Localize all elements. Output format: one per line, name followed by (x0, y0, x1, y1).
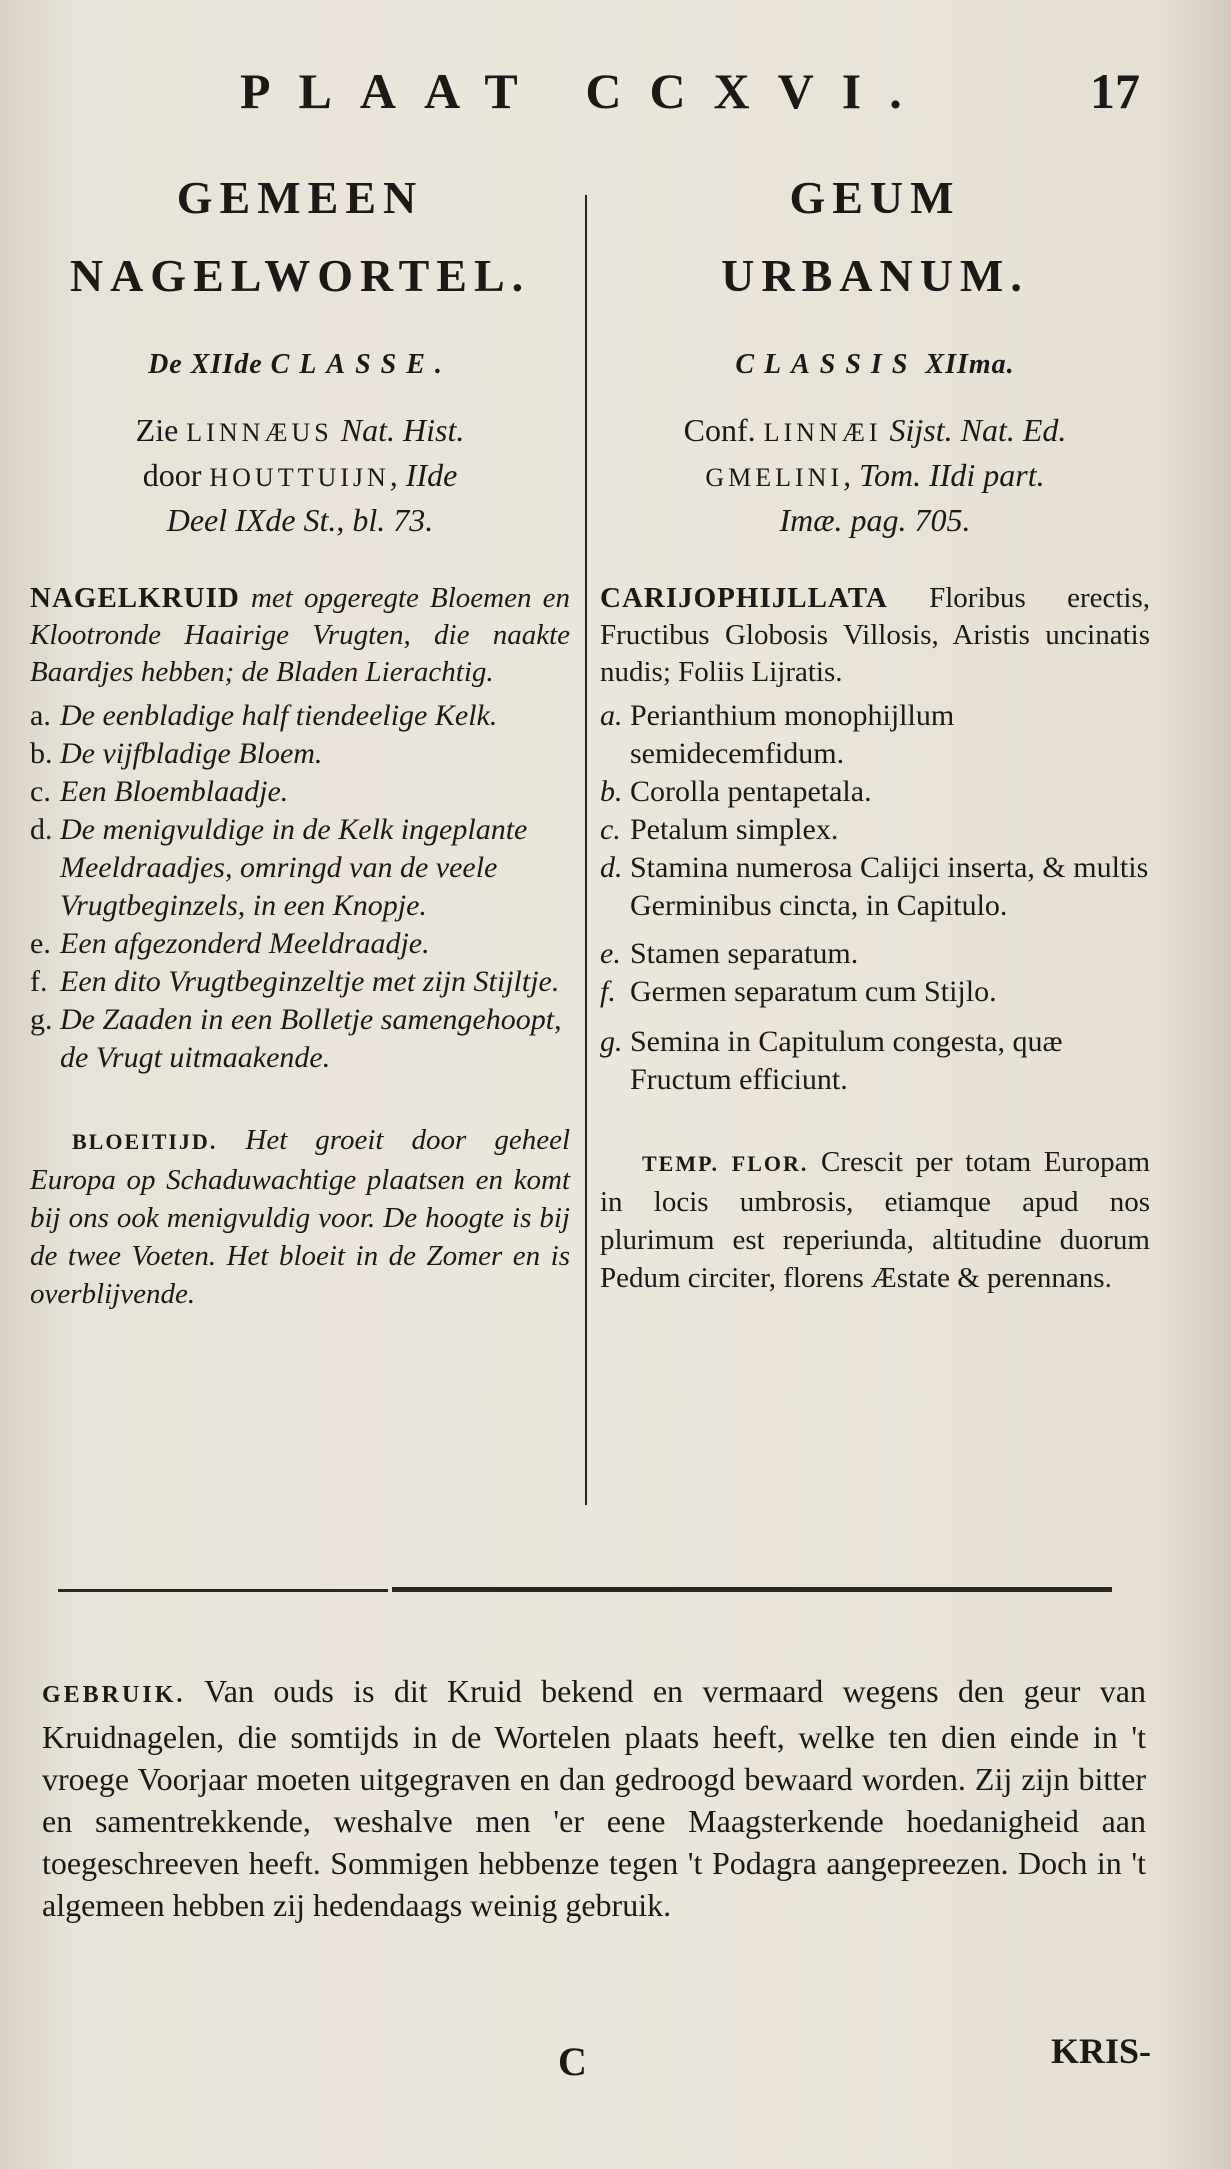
section-rule-right (392, 1587, 1112, 1592)
legend-label: e. (600, 937, 621, 970)
latin-flowering-text: Crescit per totam Europam in locis umbrosis, etiamque apud nos plurimum est reperiunda, altitudine duorum Pedum circiter, florens Æstate & perennans. (600, 1146, 1150, 1294)
dutch-flowering-text: Het groeit door geheel Europa op Schaduwachtige plaatsen en komt bij ons ook menigvuldig voor. De hoogte is bij de twee Voeten. Het bloeit in de Zomer en is overblijvende. (30, 1124, 571, 1310)
latin-legend-item (600, 773, 1150, 811)
dutch-class-line (30, 349, 570, 381)
latin-ref-author: LINNÆI (763, 418, 882, 447)
latin-legend-item (600, 935, 1150, 973)
legend-label: b. (30, 737, 53, 770)
catchword: KRIS- (1050, 2031, 1151, 2071)
legend-label: b. (600, 775, 623, 808)
legend-label: a. (30, 699, 51, 732)
latin-title-line1: GEUM (789, 172, 961, 223)
dutch-class-word: CLASSE. (270, 349, 452, 380)
latin-legend-item (600, 1023, 1150, 1099)
dutch-title-line1: GEMEEN (176, 172, 424, 223)
latin-legend-item (600, 849, 1150, 925)
latin-figure-legend (600, 697, 1150, 1099)
legend-label: g. (600, 1025, 623, 1058)
plate-heading: PLAAT CCXVI. (240, 63, 930, 119)
legend-text: De menigvuldige in de Kelk ingeplante Meeldraadjes, omringd van de veele Vrugtbeginzels, in een Knopje. (60, 813, 528, 922)
dutch-legend-item (30, 925, 570, 963)
dutch-column (30, 165, 570, 1313)
dutch-genus-name: NAGELKRUID (30, 582, 240, 614)
latin-ref-volume: , Tom. IIdi part. (843, 457, 1045, 493)
usage-paragraph (42, 1670, 1146, 1926)
dutch-reference (30, 409, 570, 542)
legend-text: Een afgezonderd Meeldraadje. (60, 927, 430, 960)
dutch-ref-volume: , IIde (389, 457, 458, 493)
dutch-ref-author: LINNÆUS (186, 418, 333, 447)
legend-text: Perianthium monophijllum semidecemfidum. (630, 699, 955, 770)
legend-label: f. (30, 965, 48, 998)
dutch-legend-item (30, 697, 570, 735)
dutch-legend-item (30, 1001, 570, 1077)
latin-legend-item (600, 973, 1150, 1011)
usage-text: Van ouds is dit Kruid bekend en vermaard wegens den geur van Kruidnagelen, die somtijds in de Wortelen plaats heeft, welke ten dien einde in 't vroege Voorjaar moeten uitgegraven en dan gedroogd bewaard worden. Zij zijn bitter en samentrekkende, weshalve men 'er eene Maagsterkende hoedanigheid aan toegeschreeven heeft. Sommigen hebbenze tegen 't Podagra aangepreezen. Doch in 't algemeen hebben zij hedendaags weinig gebruik. (42, 1673, 1147, 1923)
legend-label: d. (600, 851, 623, 884)
latin-legend-item (600, 811, 1150, 849)
dutch-description-text: met opgeregte Bloemen en Klootronde Haairige Vrugten, die naakte Baardjes hebben; de Bladen Lierachtig. (30, 582, 570, 688)
dutch-class-number: De XIIde (148, 349, 263, 380)
dutch-description (30, 580, 570, 691)
legend-label: e. (30, 927, 51, 960)
page-number: 17 (1090, 63, 1140, 119)
latin-legend-item (600, 697, 1150, 773)
dutch-title-line2: NAGELWORTEL. (69, 250, 531, 301)
dutch-flowering-label: BLOEITIJD. (72, 1129, 218, 1154)
legend-text: Een Bloemblaadje. (60, 775, 289, 808)
legend-text: Stamen separatum. (630, 937, 859, 970)
dutch-legend-item (30, 811, 570, 925)
dutch-ref-work: Nat. Hist. (340, 412, 465, 448)
latin-class-line (600, 349, 1150, 381)
dutch-ref-part: Deel IXde St., bl. 73. (166, 502, 434, 538)
page-header (240, 62, 1140, 132)
legend-label: f. (600, 975, 616, 1008)
signature-mark: C (558, 2039, 587, 2084)
legend-label: c. (30, 775, 51, 808)
legend-text: Stamina numerosa Calijci inserta, & multis Germinibus cincta, in Capitulo. (630, 851, 1149, 922)
usage-label: GEBRUIK. (42, 1682, 186, 1708)
section-rule-left (58, 1589, 388, 1592)
legend-text: De vijfbladige Bloem. (60, 737, 323, 770)
latin-ref-page: Imæ. pag. 705. (779, 502, 971, 538)
legend-text: Corolla pentapetala. (630, 775, 872, 808)
dutch-legend-item (30, 735, 570, 773)
column-divider (585, 195, 587, 1505)
dutch-ref-zie: Zie (135, 412, 179, 448)
legend-text: Semina in Capitulum congesta, quæ Fructum efficiunt. (630, 1025, 1063, 1096)
latin-flowering-paragraph (600, 1143, 1150, 1297)
latin-flowering-label: TEMP. FLOR. (642, 1151, 809, 1176)
latin-genus-name: CARIJOPHIJLLATA (600, 582, 888, 614)
legend-text: Germen separatum cum Stijlo. (630, 975, 997, 1008)
latin-ref-conf: Conf. (683, 412, 756, 448)
legend-label: g. (30, 1003, 53, 1036)
legend-text: Petalum simplex. (630, 813, 839, 846)
legend-label: a. (600, 699, 623, 732)
dutch-flowering-paragraph (30, 1121, 570, 1313)
latin-reference (600, 409, 1150, 542)
legend-label: c. (600, 813, 621, 846)
legend-text: Een dito Vrugtbeginzeltje met zijn Stijltje. (60, 965, 560, 998)
legend-label: d. (30, 813, 53, 846)
latin-description (600, 580, 1150, 691)
legend-text: De Zaaden in een Bolletje samengehoopt, de Vrugt uitmaakende. (60, 1003, 562, 1074)
latin-description-text: Floribus erectis, Fructibus Globosis Villosis, Aristis uncinatis nudis; Foliis Lijratis. (600, 582, 1151, 688)
dutch-legend-item (30, 963, 570, 1001)
latin-class-number: XIIma. (925, 349, 1015, 380)
legend-text: De eenbladige half tiendeelige Kelk. (60, 699, 498, 732)
latin-class-word: CLASSIS (735, 349, 918, 380)
dutch-legend-item (30, 773, 570, 811)
latin-ref-editor: GMELINI (705, 463, 844, 492)
dutch-ref-door: door (142, 457, 202, 493)
dutch-ref-translator: HOUTTUIJN (209, 463, 390, 492)
dutch-figure-legend (30, 697, 570, 1077)
latin-ref-work: Sijst. Nat. Ed. (889, 412, 1067, 448)
latin-column (600, 165, 1150, 1297)
latin-title-line2: URBANUM. (721, 250, 1029, 301)
